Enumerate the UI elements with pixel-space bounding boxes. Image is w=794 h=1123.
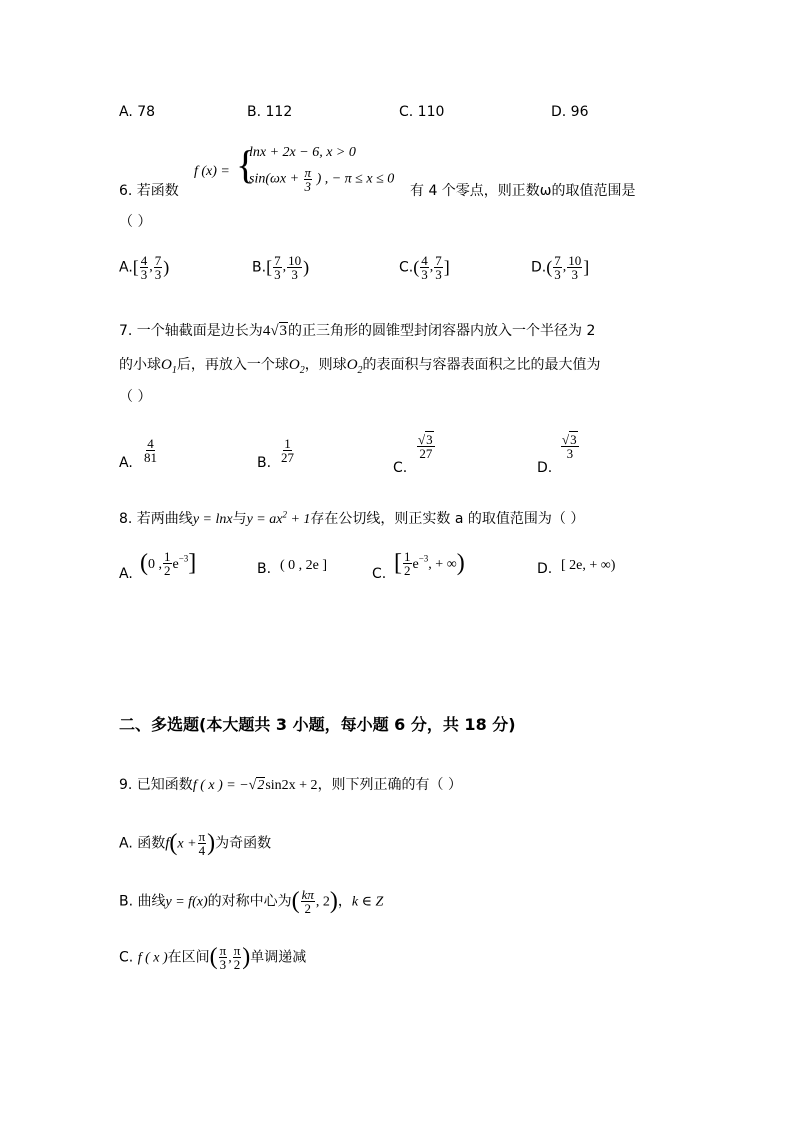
option-b: B. 曲线y = f(x)的对称中心为( $\frac{k\pi}{2}$ , 2)，k ∈ Z [119,887,384,916]
function-name: f (x) = [194,164,230,179]
option-c-label: C. [393,460,408,476]
q7-post: 的正三角形的圆锥型封闭容器内放入一个半径为 2 [288,323,596,339]
case2-pre: sin(ωx + [249,171,300,187]
four-root-three: 4√3 [262,323,288,339]
question-7-line-2: 的小球$O_1$后，再放入一个球$O_2$，则球$O_2$的表面积与容器表面积之比的最大值为 [119,357,601,376]
case2-post: ) , − π ≤ x ≤ 0 [316,171,395,187]
option-b: B.[ $\frac{7}{3}$ , $\frac{10}{3}$ ) [252,253,310,282]
section-heading: 二、多选题(本大题共 3 小题，每小题 6 分，共 18 分) [119,715,516,734]
option-d: D. 96 [551,104,589,120]
answer-blank: （ ） [119,214,152,230]
option-a: A.[ $\frac{4}{3}$ , $\frac{7}{3}$ ) [119,253,170,282]
option-c-fraction: $\frac{√3}{27}$ [418,432,433,461]
q7-pre: 7. 一个轴截面是边长为 [119,323,263,339]
question-9: 9. 已知函数f ( x ) = −√2sin2x + 2，则下列正确的有（ ） [119,777,463,793]
option-b-interval: ( 0 , 2e ] [280,558,328,573]
piecewise-case-1: lnx + 2x − 6, x > 0 [249,145,356,160]
option-d-fraction: $\frac{√3}{3}$ [562,432,577,461]
option-c-label: C. [372,566,387,582]
pi-over-3-fraction: $\frac{\pi}{3}$ [304,165,312,194]
option-a-label: A. [119,566,133,582]
answer-blank: （ ） [119,389,152,405]
question-8: 8. 若两曲线y = lnx与$y = ax^2 + 1$存在公切线，则正实数 a 的取值范围为（ ） [119,509,585,527]
option-b: B. 112 [247,104,293,120]
option-a: A. 78 [119,104,156,120]
question-7-line-1 [119,320,595,340]
option-b-label: B. [257,561,272,577]
option-b-label: B. [257,455,272,471]
function-definition: f ( x ) = −√2sin2x + 2 [192,778,318,793]
option-c: C. 110 [399,104,445,120]
option-a-label: A. [119,455,133,471]
option-c-interval: [ $\frac{1}{2}$ $e^{-3}$, + ∞) [394,549,465,578]
option-c: C. f ( x )在区间( $\frac{\pi}{3}$ , $\frac{\pi}{2}$ )单调递减 [119,943,307,972]
piecewise-brace: { [236,142,256,187]
option-d: D.( $\frac{7}{3}$ , $\frac{10}{3}$ ] [531,253,590,282]
option-a-fraction: $\frac{4}{81}$ [144,436,157,465]
option-d-label: D. [537,561,553,577]
option-a: A. 函数f(x + $\frac{\pi}{4}$ )为奇函数 [119,829,272,858]
option-d-interval: [ 2e, + ∞) [561,558,616,573]
curve-1: y = lnx [192,512,233,527]
curve-2: $y = ax^2 + 1$ [246,509,311,527]
option-b-fraction: $\frac{1}{27}$ [281,436,294,465]
option-d-label: D. [537,460,553,476]
question-number-6: 6. 若函数 [119,183,179,199]
piecewise-case-2 [249,166,394,193]
option-a-interval: (0 , $\frac{1}{2}$ $e^{-3}$] [140,549,197,578]
option-c: C.( $\frac{4}{3}$ , $\frac{7}{3}$ ] [399,253,450,282]
question-6-text: 有 4 个零点，则正数ω的取值范围是 [410,183,636,199]
